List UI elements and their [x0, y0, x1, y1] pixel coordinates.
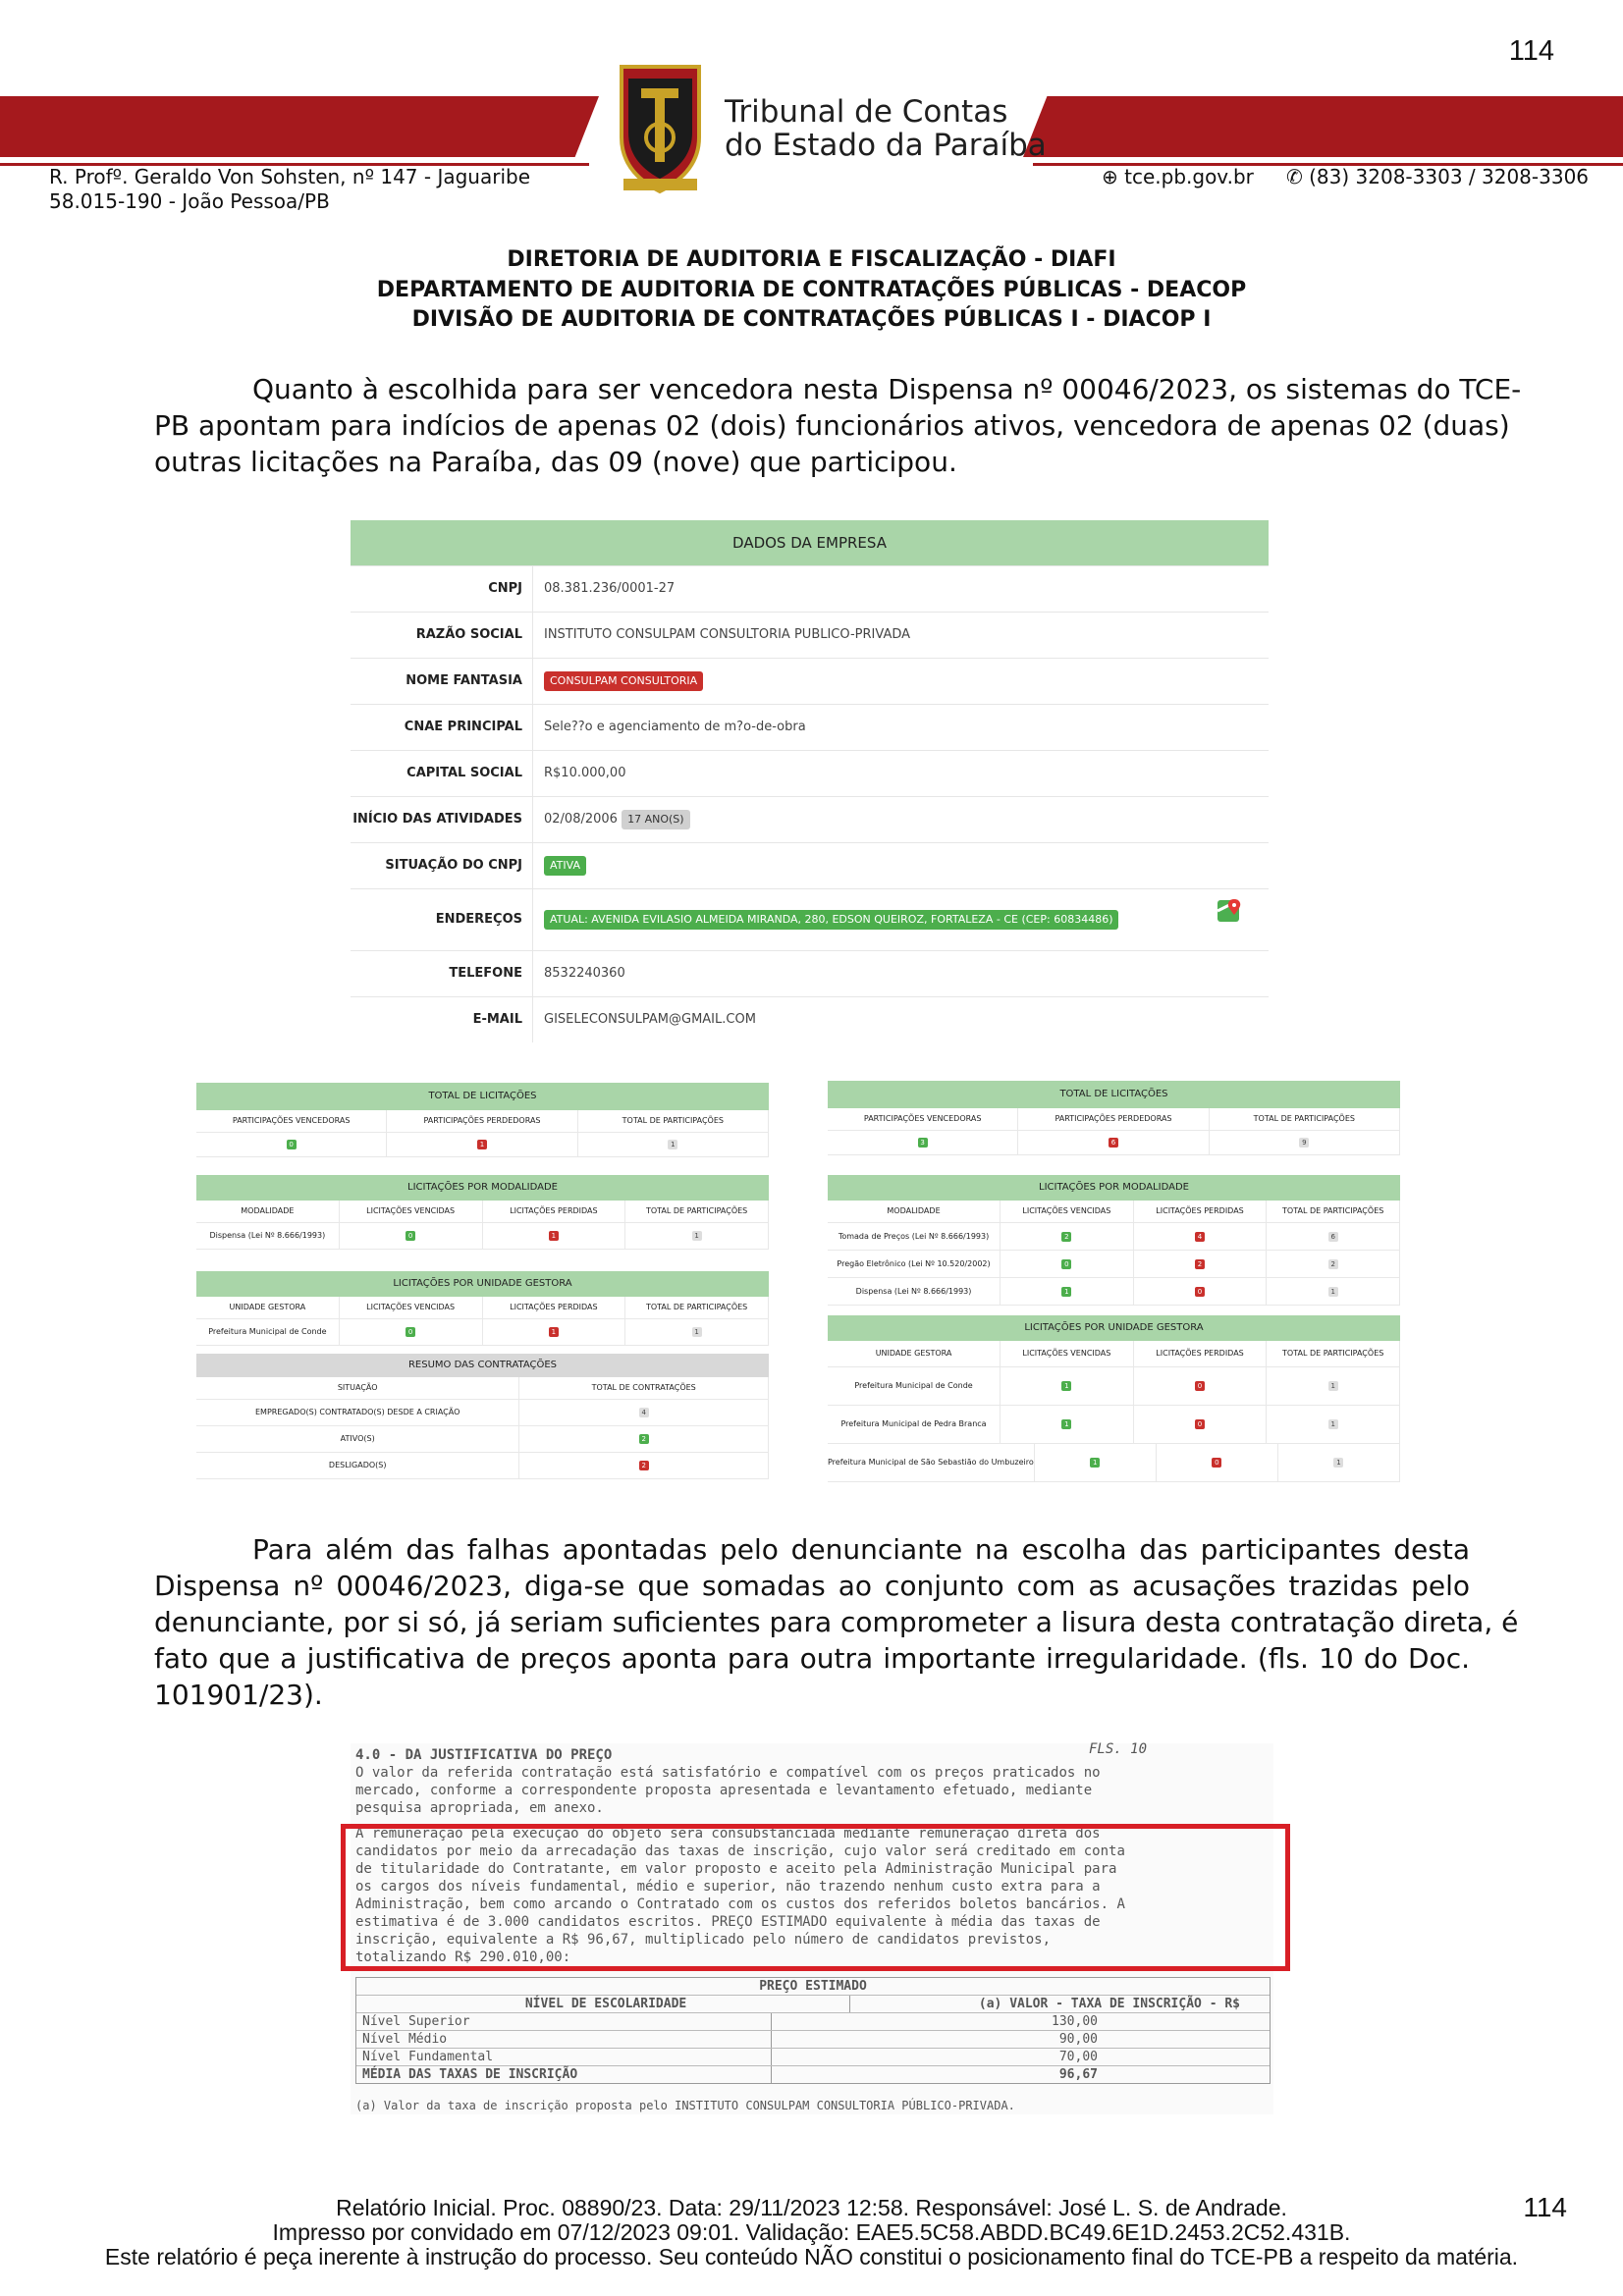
company-row-inicio: [351, 796, 1269, 842]
paragraph-1-line: Quanto à escolhida para ser vencedora nesta Dispensa nº 00046/2023, os sistemas do TCE-: [252, 373, 1522, 405]
cell: Dispensa (Lei Nº 8.666/1993): [828, 1278, 1001, 1305]
scan-boxed-line: A remuneração pela execução do objeto será consubstanciada mediante remuneração direta dos: [355, 1826, 1101, 1842]
value-badge: 1: [1333, 1458, 1343, 1468]
company-row-razao-social: [351, 612, 1269, 658]
years-badge: 17 ANO(S): [622, 810, 689, 829]
department-line-2: DEPARTAMENTO DE AUDITORIA DE CONTRATAÇÕES PÚBLICAS - DEACOP: [376, 278, 1247, 302]
left-mod-title: LICITAÇÕES POR MODALIDADE: [196, 1175, 769, 1201]
row-label: CNPJ: [488, 581, 522, 596]
whatsapp-icon: ✆: [1286, 165, 1303, 188]
row-value: Sele??o e agenciamento de m?o-de-obra: [544, 720, 806, 734]
right-total-title: TOTAL DE LICITAÇÕES: [828, 1081, 1400, 1108]
company-row-capital: [351, 750, 1269, 796]
website: [1102, 165, 1254, 188]
status-badge: ATIVA: [544, 856, 586, 876]
address-line2: 58.015-190 - João Pessoa/PB: [49, 189, 330, 213]
left-ug-headers: [196, 1297, 769, 1319]
value-badge: 4: [639, 1408, 649, 1417]
right-ug-row: [828, 1367, 1400, 1406]
address-line1: R. Profº. Geraldo Von Sohsten, nº 147 - Jaguaribe: [49, 165, 531, 188]
value-badge: 2: [1061, 1232, 1071, 1242]
value-badge: 0: [406, 1327, 415, 1337]
value-badge: 2: [639, 1461, 649, 1470]
scan-line: mercado, conforme a correspondente proposta apresentada e levantamento efetuado, mediante: [355, 1783, 1093, 1798]
cell: Nível Médio: [356, 2031, 772, 2048]
col-header: TOTAL DE PARTICIPAÇÕES: [625, 1297, 769, 1318]
pe-table-row: [356, 2066, 1270, 2083]
company-row-cnpj: [351, 565, 1269, 612]
pe-table-row: [356, 2013, 1270, 2031]
pe-table-row: [356, 2049, 1270, 2066]
cell: DESLIGADO(S): [196, 1453, 519, 1478]
cell: Prefeitura Municipal de São Sebastião do Umbuzeiro: [828, 1444, 1035, 1481]
company-row-email: [351, 996, 1269, 1042]
value-badge: 4: [1195, 1232, 1205, 1242]
value-badge: 2: [1195, 1259, 1205, 1269]
org-name-line1: Tribunal de Contas: [725, 94, 1008, 130]
row-label: NOME FANTASIA: [406, 673, 522, 688]
col-header: SITUAÇÃO: [196, 1377, 519, 1399]
left-ug-title: LICITAÇÕES POR UNIDADE GESTORA: [196, 1271, 769, 1297]
value-badge: 3: [918, 1138, 928, 1148]
cell: MÉDIA DAS TAXAS DE INSCRIÇÃO: [356, 2066, 772, 2083]
scan-boxed-line: estimativa é de 3.000 candidatos escritos. PREÇO ESTIMADO equivalente à média das taxas de: [355, 1914, 1101, 1930]
left-mod-row: [196, 1223, 769, 1250]
value-badge: 1: [1090, 1458, 1100, 1468]
right-ug-row: [828, 1444, 1400, 1482]
col-header: LICITAÇÕES VENCIDAS: [1001, 1341, 1134, 1366]
footer-line-1: Relatório Inicial. Proc. 08890/23. Data: 29/11/2023 12:58. Responsável: José L. S. de Andrade.: [336, 2195, 1287, 2220]
col-header: MODALIDADE: [196, 1201, 340, 1222]
value-badge: 1: [1328, 1419, 1338, 1429]
scan-boxed-line: os cargos dos níveis fundamental, médio e superior, não trazendo nenhum custo extra para a: [355, 1879, 1101, 1895]
scan-fls-stamp: FLS. 10: [1089, 1741, 1148, 1757]
left-total-headers: [196, 1110, 769, 1133]
cell: Dispensa (Lei Nº 8.666/1993): [196, 1223, 340, 1249]
cell: Tomada de Preços (Lei Nº 8.666/1993): [828, 1223, 1001, 1250]
col-header: TOTAL DE PARTICIPAÇÕES: [1267, 1341, 1400, 1366]
cell: 130,00: [1052, 2014, 1098, 2029]
col-header: PARTICIPAÇÕES VENCEDORAS: [196, 1110, 387, 1132]
paragraph-2-line: Dispensa nº 00046/2023, diga-se que somadas ao conjunto com as acusações trazidas pelo: [154, 1570, 1470, 1602]
row-label: SITUAÇÃO DO CNPJ: [385, 858, 522, 873]
address-badge: ATUAL: AVENIDA EVILASIO ALMEIDA MIRANDA, 280, EDSON QUEIROZ, FORTALEZA - CE (CEP: 60834486): [544, 910, 1118, 930]
left-total-values: [196, 1133, 769, 1157]
col-header: LICITAÇÕES VENCIDAS: [1001, 1201, 1134, 1222]
left-res-row: [196, 1400, 769, 1426]
row-value: GISELECONSULPAM@GMAIL.COM: [544, 1012, 756, 1027]
row-value: 02/08/2006: [544, 812, 618, 827]
org-name-line2: do Estado da Paraíba: [725, 128, 1047, 163]
value-badge: 1: [692, 1327, 702, 1337]
department-line-3: DIVISÃO DE AUDITORIA DE CONTRATAÇÕES PÚBLICAS I - DIACOP I: [411, 307, 1212, 332]
cell: 96,67: [1058, 2067, 1098, 2082]
col-header: LICITAÇÕES VENCIDAS: [340, 1297, 483, 1318]
estimated-price-table: [355, 1977, 1271, 2084]
page-number-top: 114: [1508, 35, 1554, 67]
page-number-bottom: 114: [1523, 2192, 1567, 2222]
row-value: R$10.000,00: [544, 766, 626, 780]
row-label: E-MAIL: [472, 1012, 522, 1027]
left-res-row: [196, 1453, 769, 1479]
pe-table-row: [356, 2031, 1270, 2049]
value-badge: 1: [1061, 1287, 1071, 1297]
value-badge: 1: [549, 1327, 559, 1337]
col-header: (a) VALOR - TAXA DE INSCRIÇÃO - R$: [978, 1997, 1240, 2011]
right-ug-row: [828, 1406, 1400, 1444]
company-row-nome-fantasia: [351, 658, 1269, 704]
right-mod-row: [828, 1223, 1400, 1251]
row-value: 8532240360: [544, 966, 625, 981]
left-ug-row: [196, 1319, 769, 1346]
value-badge: 1: [1328, 1381, 1338, 1391]
scan-boxed-line: inscrição, equivalente a R$ 96,67, multiplicado pelo número de candidatos previstos,: [355, 1932, 1052, 1948]
value-badge: 1: [692, 1231, 702, 1241]
left-mod-headers: [196, 1201, 769, 1223]
department-line-1: DIRETORIA DE AUDITORIA E FISCALIZAÇÃO - DIAFI: [507, 247, 1116, 272]
value-badge: 1: [1328, 1287, 1338, 1297]
paragraph-1-line: outras licitações na Paraíba, das 09 (nove) que participou.: [154, 446, 957, 478]
col-header: LICITAÇÕES PERDIDAS: [483, 1297, 626, 1318]
pe-table-header: [356, 1996, 1270, 2013]
col-header: TOTAL DE PARTICIPAÇÕES: [1210, 1108, 1400, 1130]
row-label: INÍCIO DAS ATIVIDADES: [352, 812, 522, 827]
paragraph-1: [154, 371, 1522, 480]
value-badge: 0: [1061, 1259, 1071, 1269]
globe-icon: ⊕: [1102, 165, 1118, 188]
tce-crest-logo: [614, 59, 707, 196]
paragraph-2-line: 101901/23).: [154, 1679, 323, 1711]
value-badge: 1: [668, 1140, 677, 1149]
value-badge: 2: [1328, 1259, 1338, 1269]
left-total-title: TOTAL DE LICITAÇÕES: [196, 1083, 769, 1110]
left-res-title: RESUMO DAS CONTRATAÇÕES: [196, 1354, 769, 1377]
value-badge: 0: [406, 1231, 415, 1241]
company-card-title: DADOS DA EMPRESA: [351, 520, 1269, 565]
col-header: TOTAL DE CONTRATAÇÕES: [519, 1377, 769, 1399]
header-band-left: [0, 96, 599, 157]
cell: 70,00: [1058, 2050, 1098, 2064]
website-text: tce.pb.gov.br: [1124, 165, 1254, 188]
value-badge: 6: [1109, 1138, 1118, 1148]
cell: Prefeitura Municipal de Pedra Branca: [828, 1406, 1001, 1443]
cell: Prefeitura Municipal de Conde: [196, 1319, 340, 1345]
scan-boxed-line: Administração, bem como arcando o Contratado com os custos dos referidos boletos bancários. A: [355, 1896, 1125, 1912]
col-header: LICITAÇÕES VENCIDAS: [340, 1201, 483, 1222]
value-badge: 6: [1328, 1232, 1338, 1242]
cell: Prefeitura Municipal de Conde: [828, 1367, 1001, 1405]
value-badge: 1: [1061, 1381, 1071, 1391]
col-header: TOTAL DE PARTICIPAÇÕES: [1267, 1201, 1400, 1222]
company-row-telefone: [351, 950, 1269, 996]
paragraph-2-line: denunciante, por si só, já seriam suficientes para comprometer a lisura desta contratação direta, é: [154, 1606, 1519, 1638]
paragraph-2-line: Para além das falhas apontadas pelo denunciante na escolha das participantes desta: [252, 1533, 1470, 1566]
row-label: ENDEREÇOS: [435, 912, 522, 927]
row-value: INSTITUTO CONSULPAM CONSULTORIA PUBLICO-PRIVADA: [544, 627, 911, 642]
col-header: PARTICIPAÇÕES VENCEDORAS: [828, 1108, 1018, 1130]
cell: 90,00: [1058, 2032, 1098, 2047]
right-total-values: [828, 1131, 1400, 1155]
fantasia-badge: CONSULPAM CONSULTORIA: [544, 671, 703, 691]
col-header: UNIDADE GESTORA: [828, 1341, 1001, 1366]
value-badge: 0: [1195, 1419, 1205, 1429]
scanned-price-justification: [351, 1743, 1273, 2114]
value-badge: 1: [1061, 1419, 1071, 1429]
left-stats-panel: [196, 1083, 769, 1495]
scan-footnote: (a) Valor da taxa de inscrição proposta pelo INSTITUTO CONSULPAM CONSULTORIA PÚBLICO-PRIVADA.: [355, 2099, 1015, 2112]
row-value: 08.381.236/0001-27: [544, 581, 676, 596]
left-res-headers: [196, 1377, 769, 1400]
right-stats-panel: [828, 1081, 1400, 1483]
value-badge: 9: [1299, 1138, 1309, 1148]
col-header: PARTICIPAÇÕES PERDEDORAS: [387, 1110, 577, 1132]
col-header: MODALIDADE: [828, 1201, 1001, 1222]
footer-line-2: Impresso por convidado em 07/12/2023 09:01. Validação: EAE5.5C58.ABDD.BC49.6E1D.2453.2C52.431B.: [272, 2219, 1351, 2245]
col-header: UNIDADE GESTORA: [196, 1297, 340, 1318]
paragraph-2-line: fato que a justificativa de preços aponta para outra importante irregularidade. (fls. 10 do Doc.: [154, 1642, 1470, 1675]
cell: ATIVO(S): [196, 1426, 519, 1452]
paragraph-1-line: PB apontam para indícios de apenas 02 (dois) funcionários ativos, vencedora de apenas 02 (duas): [154, 409, 1510, 442]
scan-boxed-line: totalizando R$ 290.010,00:: [355, 1949, 571, 1965]
right-mod-row: [828, 1251, 1400, 1278]
cell: Nível Superior: [356, 2013, 772, 2030]
col-header: PARTICIPAÇÕES PERDEDORAS: [1018, 1108, 1209, 1130]
paragraph-2: [154, 1531, 1519, 1713]
company-row-cnae: [351, 704, 1269, 750]
red-highlight-box: [341, 1824, 1290, 1971]
col-header: NÍVEL DE ESCOLARIDADE: [356, 1996, 850, 2012]
right-mod-title: LICITAÇÕES POR MODALIDADE: [828, 1175, 1400, 1201]
cell: EMPREGADO(S) CONTRATADO(S) DESDE A CRIAÇÃO: [196, 1400, 519, 1425]
company-data-card: [351, 520, 1269, 1039]
col-header: LICITAÇÕES PERDIDAS: [1134, 1341, 1268, 1366]
google-maps-icon[interactable]: [1217, 897, 1244, 927]
value-badge: 1: [549, 1231, 559, 1241]
company-row-situacao: [351, 842, 1269, 888]
value-badge: 2: [639, 1434, 649, 1444]
right-ug-headers: [828, 1341, 1400, 1367]
header-band-right: [1023, 96, 1623, 157]
value-badge: 0: [1195, 1287, 1205, 1297]
cell: Pregão Eletrônico (Lei Nº 10.520/2002): [828, 1251, 1001, 1277]
scan-boxed-line: candidatos por meio da arrecadação das taxas de inscrição, cujo valor será creditado em conta: [355, 1843, 1125, 1859]
scan-section-title: 4.0 - DA JUSTIFICATIVA DO PREÇO: [355, 1747, 613, 1763]
col-header: LICITAÇÕES PERDIDAS: [1134, 1201, 1268, 1222]
company-row-enderecos: [351, 888, 1269, 950]
value-badge: 0: [1195, 1381, 1205, 1391]
col-header: TOTAL DE PARTICIPAÇÕES: [578, 1110, 769, 1132]
right-mod-row: [828, 1278, 1400, 1306]
phone: [1286, 165, 1589, 188]
col-header: LICITAÇÕES PERDIDAS: [483, 1201, 626, 1222]
cell: Nível Fundamental: [356, 2049, 772, 2065]
row-label: CNAE PRINCIPAL: [404, 720, 522, 734]
row-label: TELEFONE: [449, 966, 522, 981]
row-label: RAZÃO SOCIAL: [415, 627, 522, 642]
scan-line: O valor da referida contratação está satisfatório e compatível com os preços praticados no: [355, 1765, 1101, 1781]
left-res-row: [196, 1426, 769, 1453]
value-badge: 0: [287, 1140, 297, 1149]
right-mod-headers: [828, 1201, 1400, 1223]
scan-boxed-line: de titularidade do Contratante, em valor proposto e aceito pela Administração Municipal para: [355, 1861, 1117, 1877]
value-badge: 0: [1212, 1458, 1221, 1468]
col-header: TOTAL DE PARTICIPAÇÕES: [625, 1201, 769, 1222]
phone-text: (83) 3208-3303 / 3208-3306: [1309, 165, 1590, 188]
footer-line-3: Este relatório é peça inerente à instrução do processo. Seu conteúdo NÃO constitui o posicionamento final do TCE-PB a respeito da matéria.: [104, 2244, 1519, 2269]
value-badge: 1: [477, 1140, 487, 1149]
row-label: CAPITAL SOCIAL: [406, 766, 522, 780]
scan-line: pesquisa apropriada, em anexo.: [355, 1800, 604, 1816]
right-total-headers: [828, 1108, 1400, 1131]
pe-table-title: PREÇO ESTIMADO: [356, 1978, 1270, 1996]
right-ug-title: LICITAÇÕES POR UNIDADE GESTORA: [828, 1315, 1400, 1341]
